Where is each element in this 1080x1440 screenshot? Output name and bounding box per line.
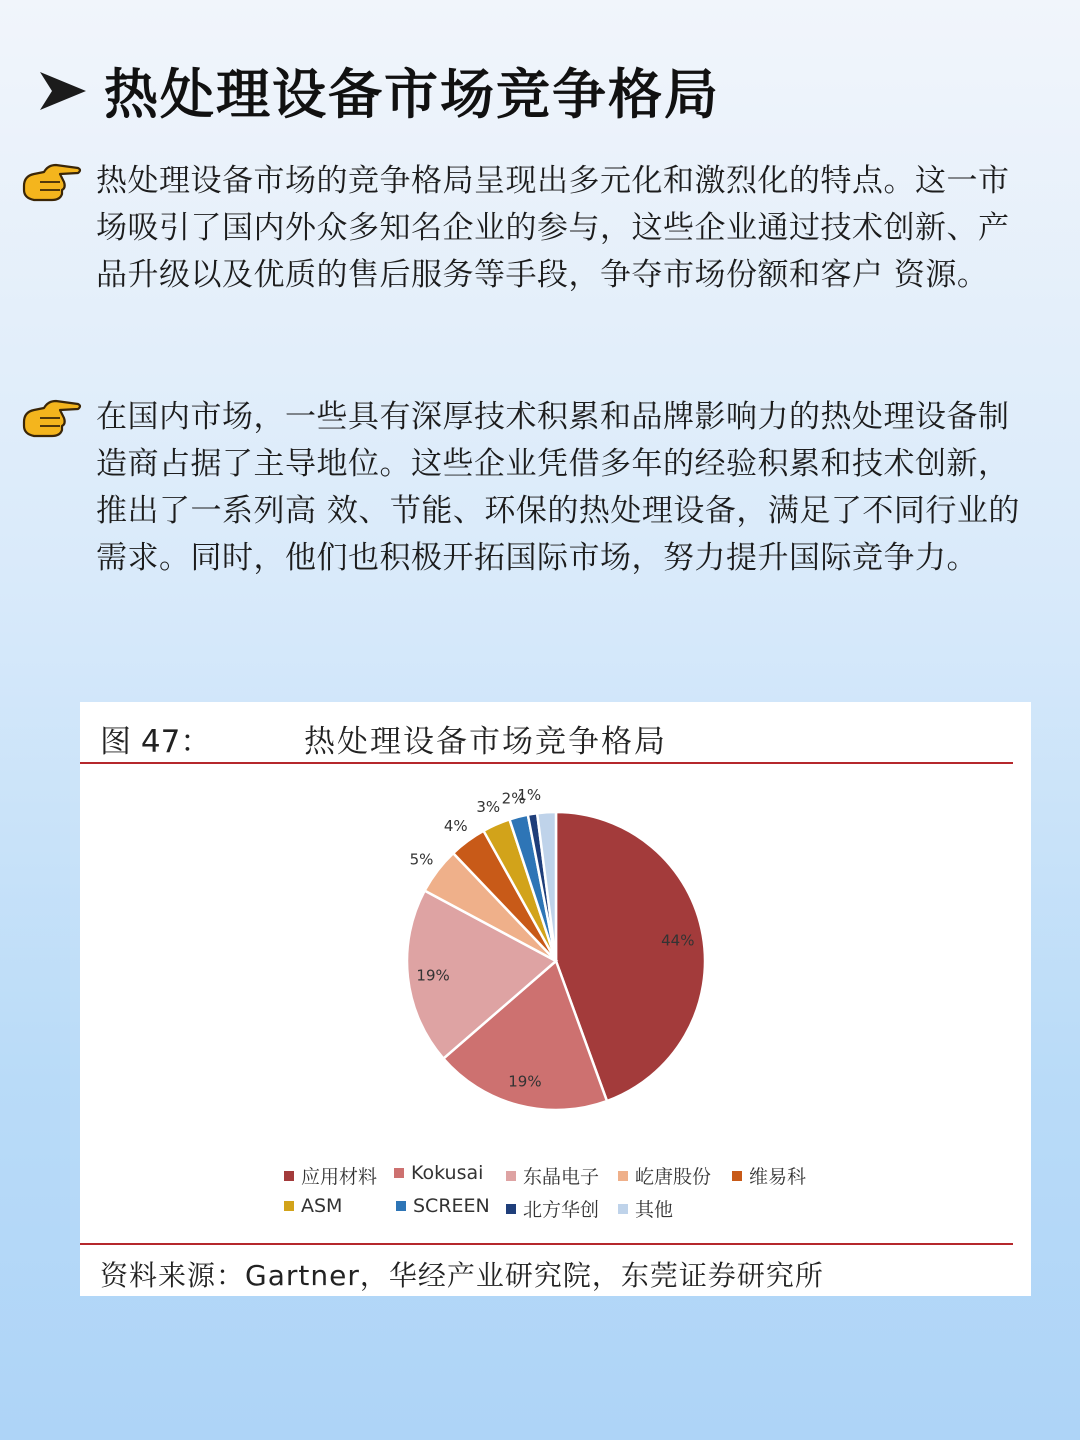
chart-title: 热处理设备市场竞争格局 [304,724,667,760]
legend-label: 屹唐股份 [635,1166,712,1188]
page-heading [38,52,720,129]
pie-label-4: 4% [443,816,468,835]
legend-swatch [284,1201,294,1211]
figure-source: 资料来源：Gartner，华经产业研究院，东莞证券研究所 [100,1259,824,1292]
legend-swatch [506,1204,516,1214]
legend-item-4 [732,1162,806,1189]
legend-swatch [618,1204,628,1214]
legend-label: SCREEN [413,1195,490,1217]
paragraph-1 [22,158,1022,299]
legend-swatch [732,1171,742,1181]
legend-label: 维易科 [749,1166,807,1188]
paragraph-text: 热处理设备市场的竞争格局呈现出多元化和激烈化的特点。这一市场吸引了国内外众多知名企业的参与，这些企业通过技术创新、产品升级以及优质的售后服务等手段，争夺市场份额和客户 资源。 [96,163,1010,293]
legend-swatch [284,1171,294,1181]
page-title: 热处理设备市场竞争格局 [104,63,720,126]
legend-item-8 [618,1195,673,1222]
legend-label: 应用材料 [301,1166,378,1188]
legend-swatch [506,1171,516,1181]
legend-item-5 [284,1195,342,1217]
pie-label-0: 44% [661,931,695,950]
legend-label: ASM [301,1195,343,1217]
legend-item-7 [506,1195,599,1222]
legend-item-1 [394,1162,483,1184]
pie-label-2: 19% [416,966,450,985]
legend-swatch [394,1168,404,1178]
paragraph-2 [22,394,1022,582]
pie-label-6: 2% [501,789,526,808]
arrowhead-icon [38,70,88,112]
figure-card [80,702,1031,1296]
legend-label: 东晶电子 [523,1166,600,1188]
legend-label: 北方华创 [523,1199,600,1221]
legend-swatch [396,1201,406,1211]
legend-label: 其他 [635,1199,674,1221]
pointing-hand-icon [22,396,82,440]
pie-chart [80,702,1031,1242]
legend-item-6 [396,1195,490,1217]
pie-label-5: 3% [476,798,501,817]
paragraph-text: 在国内市场，一些具有深厚技术积累和品牌影响力的热处理设备制造商占据了主导地位。这些企业凭借多年的经验积累和技术创新，推出了一系列高 效、节能、环保的热处理设备，满足了不同行业的需求。同时，他们也积极开拓国际市场，努力提升国际竞争力。 [96,399,1020,576]
pie-label-1: 19% [508,1072,542,1091]
pie-label-7: 1% [517,786,542,805]
pointing-hand-icon [22,160,82,204]
pie-label-3: 5% [409,850,434,869]
legend-item-0 [284,1162,377,1189]
figure-number: 图 47： [100,724,212,760]
legend-label: Kokusai [411,1162,484,1184]
legend-item-3 [618,1162,711,1189]
legend-item-2 [506,1162,599,1189]
figure-bottom-rule [80,1243,1013,1245]
legend-swatch [618,1171,628,1181]
